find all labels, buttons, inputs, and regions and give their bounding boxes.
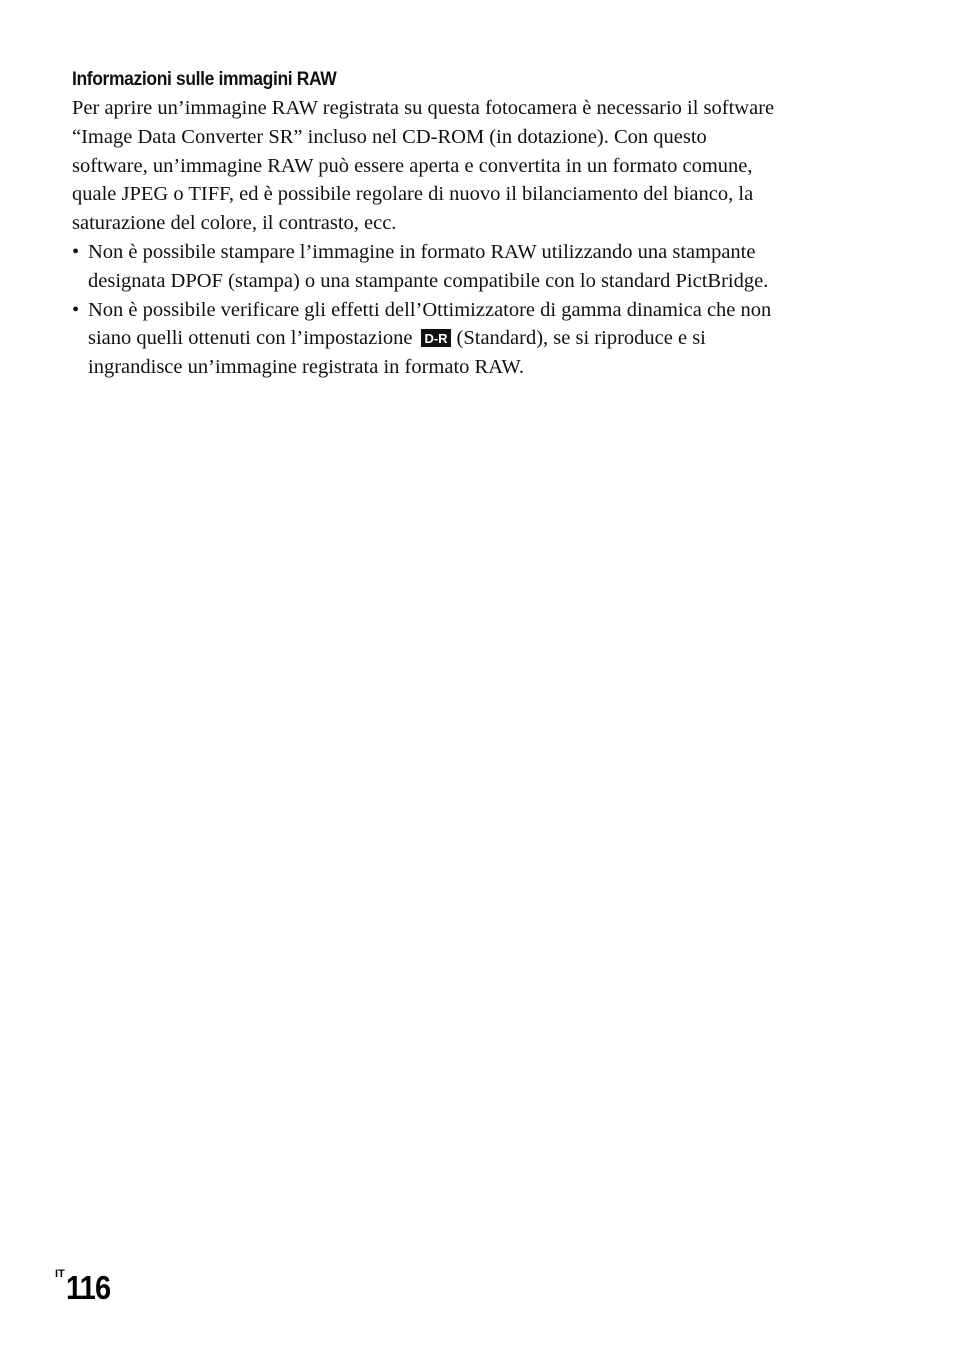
paragraph-line: quale JPEG o TIFF, ed è possibile regolare di nuovo il bilanciamento del bianco, la [72,183,754,206]
page-number [55,1268,116,1307]
dynamic-range-standard-icon [421,329,451,347]
dynamic-range-icon-label: D-R [423,331,448,347]
language-code: IT [55,1268,65,1280]
paragraph-line: saturazione del colore, il contrasto, ecc. [72,212,397,235]
list-item-text: (Standard), se si riproduce e si [456,327,706,350]
list-item [72,238,872,296]
list-item [72,296,872,382]
list-item-line: ingrandisce un’immagine registrata in formato RAW. [88,356,524,379]
list-item-line: Non è possibile verificare gli effetti dell’Ottimizzatore di gamma dinamica che non [88,298,772,321]
list-item-line: Non è possibile stampare l’immagine in formato RAW utilizzando una stampante [88,240,756,263]
paragraph-line: Per aprire un’immagine RAW registrata su questa fotocamera è necessario il software [72,97,775,119]
intro-paragraph [72,94,872,238]
paragraph-line: software, un’immagine RAW può essere aperta e convertita in un formato comune, [72,154,753,177]
bullet-marker: • [72,298,80,321]
content-area [72,66,872,382]
list-item-text: siano quelli ottenuti con l’impostazione [88,327,413,350]
list-item-line [88,324,872,353]
list-item-line: designata DPOF (stampa) o una stampante compatibile con lo standard PictBridge. [88,269,769,292]
notes-list [72,238,872,382]
paragraph-line: “Image Data Converter SR” incluso nel CD-ROM (in dotazione). Con questo [72,125,707,148]
page-number-value: 116 [65,1269,111,1306]
bullet-marker: • [72,240,80,263]
section-heading: Informazioni sulle immagini RAW [72,69,337,90]
